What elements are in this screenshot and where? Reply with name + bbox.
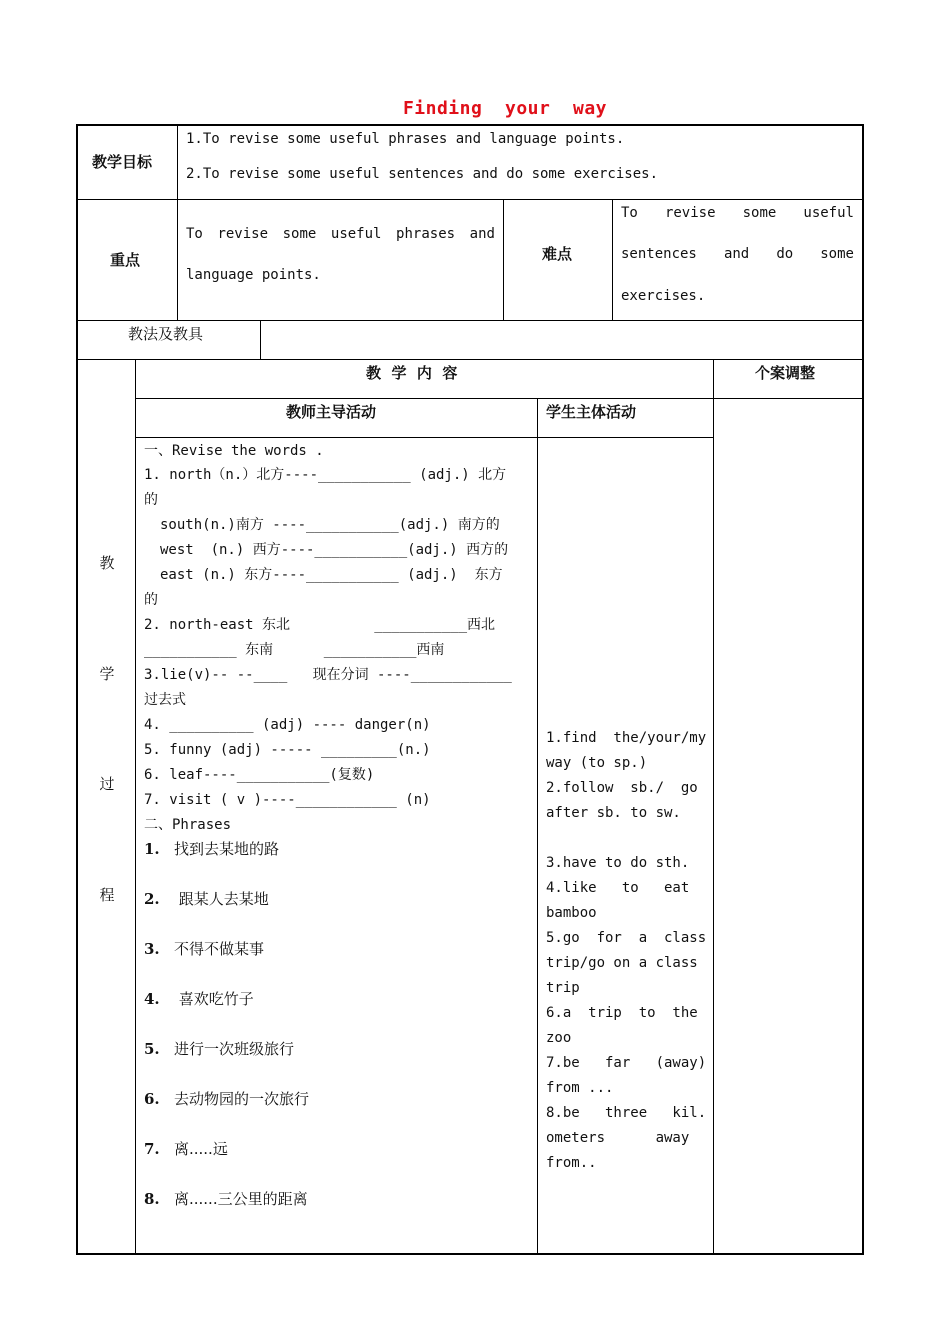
process-side-char: 过 — [99, 775, 115, 793]
key-points-text — [186, 222, 495, 247]
word: and — [723, 246, 750, 262]
phrase-text: 进行一次班级旅行 — [173, 1040, 294, 1058]
student-line: 4.like to eat — [546, 880, 690, 896]
row-divider — [135, 398, 863, 399]
col-divider — [713, 359, 714, 1254]
process-side-char: 学 — [99, 665, 115, 683]
phrase-item — [144, 987, 254, 1012]
table-border-right — [862, 124, 864, 1255]
phrase-number: 6. — [144, 1090, 160, 1108]
student-line: 6.a trip to the — [546, 1005, 698, 1021]
word: and — [469, 226, 495, 242]
student-line: after sb. to sw. — [546, 805, 681, 821]
phrase-number: 1. — [144, 840, 160, 858]
key-points-text-line2: language points. — [186, 267, 321, 283]
phrase-item — [144, 937, 264, 962]
row-divider — [135, 437, 713, 438]
student-line: zoo — [546, 1030, 572, 1046]
phrase-text: 不得不做某事 — [173, 940, 264, 958]
col-divider — [177, 124, 178, 321]
word-exercise: 6. leaf----___________(复数) — [144, 767, 375, 783]
word: some — [282, 226, 317, 242]
word: do — [776, 246, 794, 262]
word-exercise: 4. __________ (adj) ---- danger(n) — [144, 717, 431, 733]
word-exercise: 3.lie(v)-- --____ 现在分词 ----____________ — [144, 667, 512, 683]
phrase-item — [144, 1037, 294, 1062]
difficult-points-label: 难点 — [542, 245, 573, 263]
key-points-label: 重点 — [110, 251, 141, 269]
process-side-char: 程 — [99, 886, 115, 904]
word-exercise: east (n.) 东方----___________ (adj.) 东方 — [160, 567, 503, 583]
section-title: 一、Revise the words . — [144, 443, 324, 459]
word: sentences — [621, 246, 697, 262]
objective-item: 1.To revise some useful phrases and language points. — [186, 131, 625, 147]
student-line: 7.be far (away) — [546, 1055, 707, 1071]
phrase-text: 找到去某地的路 — [173, 840, 279, 858]
phrase-number: 8. — [144, 1190, 160, 1208]
phrase-text: 离.....远 — [173, 1140, 228, 1158]
table-border-bottom — [76, 1253, 864, 1255]
word-exercise: 2. north-east 东北 ___________西北 — [144, 617, 496, 633]
word: useful — [803, 205, 854, 221]
word: useful — [330, 226, 382, 242]
student-line: from.. — [546, 1155, 597, 1171]
col-divider — [260, 320, 261, 360]
word: some — [820, 246, 854, 262]
col-divider — [135, 359, 136, 1254]
phrase-item — [144, 1187, 308, 1212]
phrase-text: 喜欢吃竹子 — [173, 990, 254, 1008]
word: revise — [217, 226, 269, 242]
objective-item: 2.To revise some useful sentences and do some exercises. — [186, 166, 659, 182]
student-line: trip/go on a class — [546, 955, 698, 971]
col-divider — [537, 398, 538, 1254]
adjust-header: 个案调整 — [755, 364, 816, 382]
student-line: 1.find the/your/my — [546, 730, 707, 746]
word-exercise: 的 — [144, 592, 158, 608]
student-line: 5.go for a class — [546, 930, 707, 946]
row-divider — [76, 320, 864, 321]
word: phrases — [396, 226, 456, 242]
col-divider — [612, 199, 613, 321]
word: some — [742, 205, 777, 221]
phrase-number: 5. — [144, 1040, 160, 1058]
student-line — [546, 826, 706, 851]
phrase-number: 3. — [144, 940, 160, 958]
section-title: 二、Phrases — [144, 817, 232, 833]
table-border-top — [76, 124, 864, 126]
phrase-text: 去动物园的一次旅行 — [173, 1090, 309, 1108]
word-exercise: 5. funny (adj) ----- _________(n.) — [144, 742, 431, 758]
content-header: 教 学 内 容 — [366, 364, 458, 382]
row-divider — [76, 359, 864, 360]
table-border-left — [76, 124, 78, 1255]
word-exercise: 过去式 — [144, 692, 186, 708]
difficult-points-text — [621, 242, 854, 267]
student-line: 8.be three kil. — [546, 1105, 707, 1121]
student-line: ometers away — [546, 1130, 690, 1146]
document-title: Finding your way — [402, 98, 608, 119]
phrase-item — [144, 837, 279, 862]
word-exercise: south(n.)南方 ----___________(adj.) 南方的 — [160, 517, 500, 533]
difficult-points-text — [621, 201, 854, 226]
phrase-item — [144, 1087, 309, 1112]
difficult-points-text-line3: exercises. — [621, 288, 706, 304]
phrase-item — [144, 1137, 228, 1162]
student-line: 2.follow sb./ go — [546, 780, 698, 796]
phrase-text: 离......三公里的距离 — [173, 1190, 308, 1208]
phrase-number: 2. — [144, 890, 160, 908]
process-side-char: 教 — [99, 554, 115, 572]
word: revise — [664, 205, 716, 221]
phrase-number: 7. — [144, 1140, 160, 1158]
row-divider — [76, 199, 864, 200]
student-line: way (to sp.) — [546, 755, 648, 771]
student-line: bamboo — [546, 905, 597, 921]
word-exercise: 1. north（n.）北方----___________ (adj.) 北方 — [144, 467, 507, 483]
phrase-number: 4. — [144, 990, 160, 1008]
student-answers — [546, 726, 706, 1176]
word-exercise: 的 — [144, 492, 158, 508]
word: To — [186, 226, 203, 242]
student-header: 学生主体活动 — [546, 403, 637, 421]
student-line: 3.have to do sth. — [546, 855, 690, 871]
student-line: from ... — [546, 1080, 614, 1096]
phrase-item — [144, 887, 269, 912]
student-line: trip — [546, 980, 580, 996]
teacher-header: 教师主导活动 — [286, 403, 377, 421]
col-divider — [503, 199, 504, 321]
methods-label: 教法及教具 — [128, 325, 204, 343]
word: To — [621, 205, 638, 221]
objectives-label: 教学目标 — [92, 153, 153, 171]
phrase-text: 跟某人去某地 — [173, 890, 269, 908]
word-exercise: 7. visit ( v )----____________ (n) — [144, 792, 431, 808]
word-exercise: west (n.) 西方----___________(adj.) 西方的 — [160, 542, 509, 558]
word-exercise: ___________ 东南 ___________西南 — [144, 642, 445, 658]
